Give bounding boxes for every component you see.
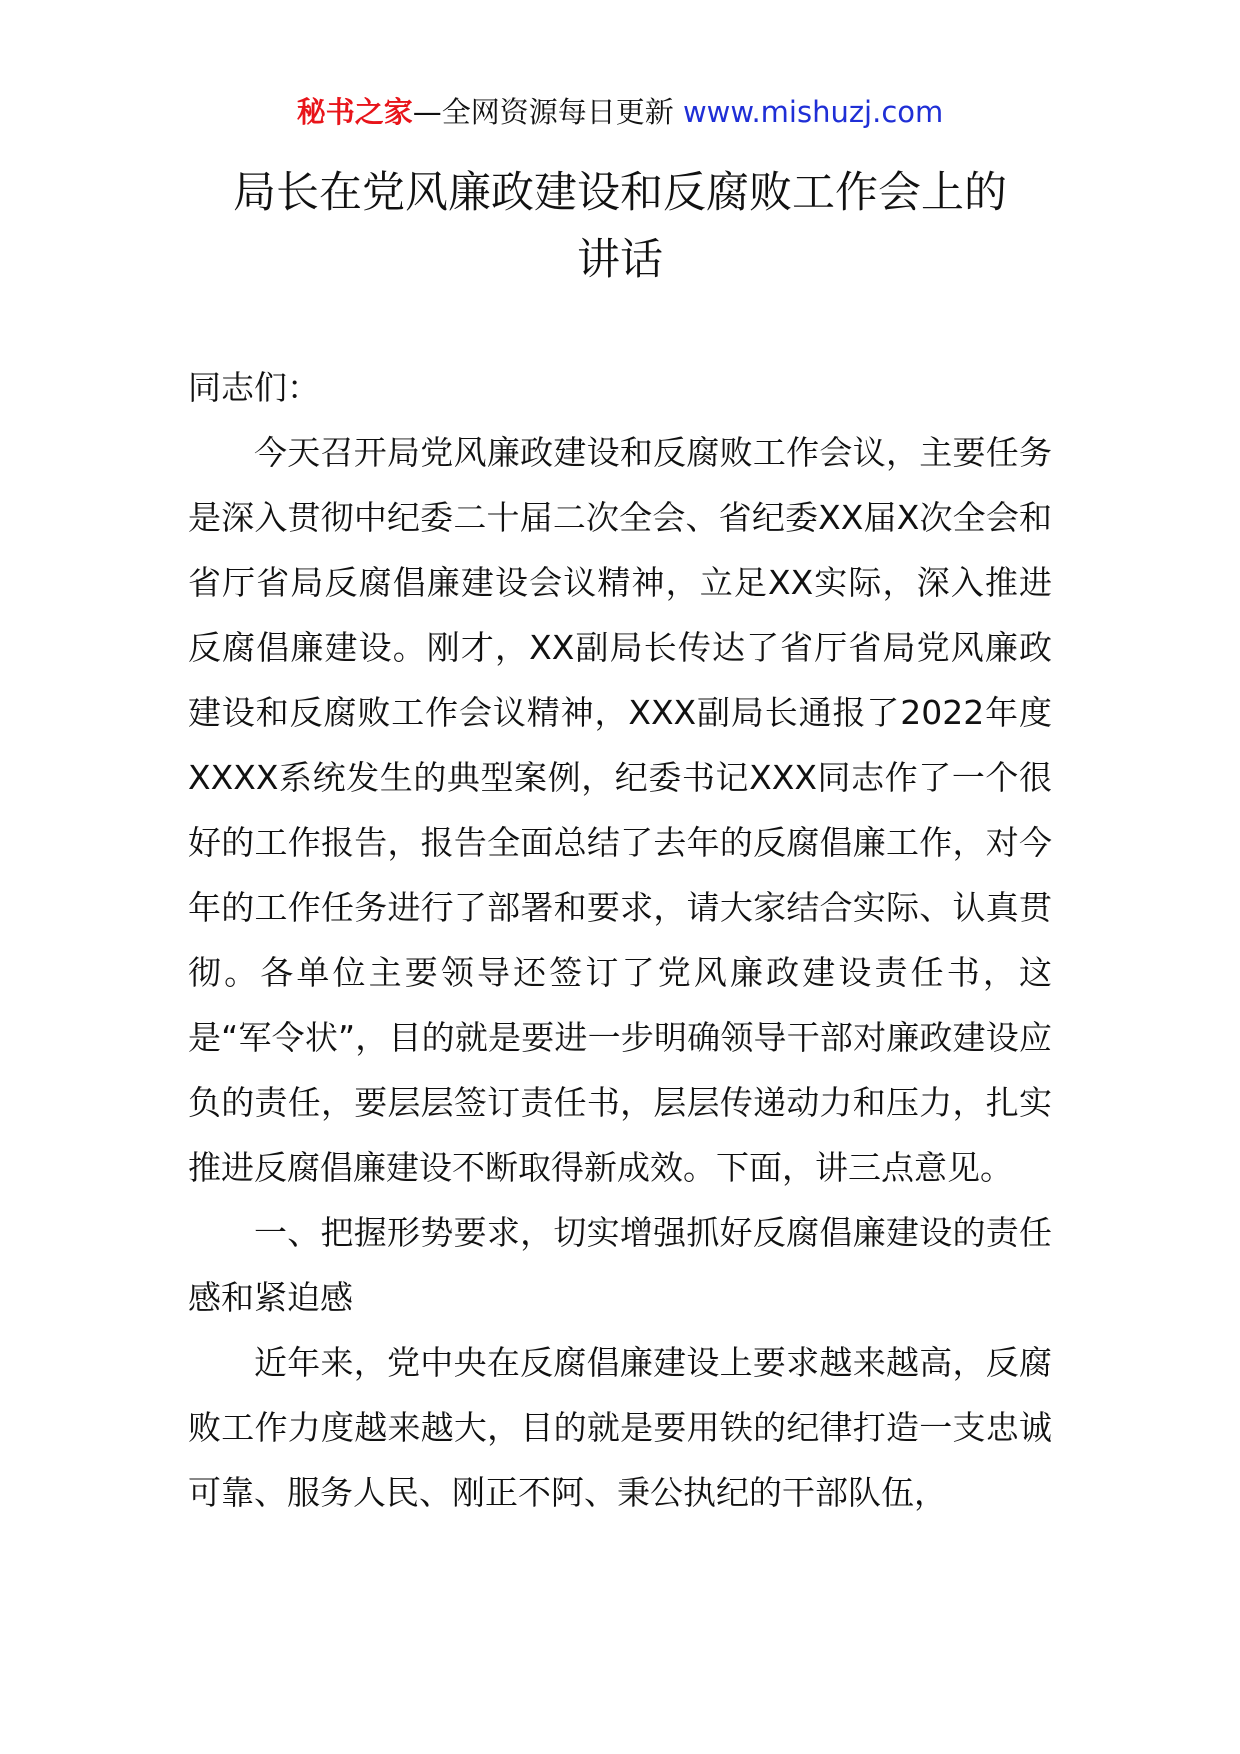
document-title-line-1: 局长在党风廉政建设和反腐败工作会上的: [233, 168, 1007, 218]
document-body: [188, 355, 1052, 1525]
site-url-link[interactable]: www.mishuzj.com: [682, 95, 944, 129]
document-title: [0, 160, 1240, 294]
document-title-line-2: 讲话: [577, 235, 663, 285]
section-1-paragraph: 近年来，党中央在反腐倡廉建设上要求越来越高，反腐败工作力度越来越大，目的就是要用铁的纪律打造一支忠诚可靠、服务人民、刚正不阿、秉公执纪的干部队伍，: [188, 1343, 1052, 1512]
brand-name: 秘书之家: [296, 95, 413, 129]
site-header: [0, 92, 1240, 132]
section-heading-1: 一、把握形势要求，切实增强抓好反腐倡廉建设的责任感和紧迫感: [188, 1213, 1052, 1317]
site-tagline: —全网资源每日更新: [412, 95, 683, 129]
salutation: 同志们：: [188, 368, 320, 407]
body-paragraph: 今天召开局党风廉政建设和反腐败工作会议，主要任务是深入贯彻中纪委二十届二次全会、省纪委XX届X次全会和省厅省局反腐倡廉建设会议精神，立足XX实际，深入推进反腐倡廉建设。刚才，XX副局长传达了省厅省局党风廉政建设和反腐败工作会议精神，XXX副局长通报了2022年度XXXX系统发生的典型案例，纪委书记XXX同志作了一个很好的工作报告，报告全面总结了去年的反腐倡廉工作，对今年的工作任务进行了部署和要求，请大家结合实际、认真贯彻。各单位主要领导还签订了党风廉政建设责任书，这是“军令状”，目的就是要进一步明确领导干部对廉政建设应负的责任，要层层签订责任书，层层传递动力和压力，扎实推进反腐倡廉建设不断取得新成效。下面，讲三点意见。: [188, 433, 1052, 1187]
